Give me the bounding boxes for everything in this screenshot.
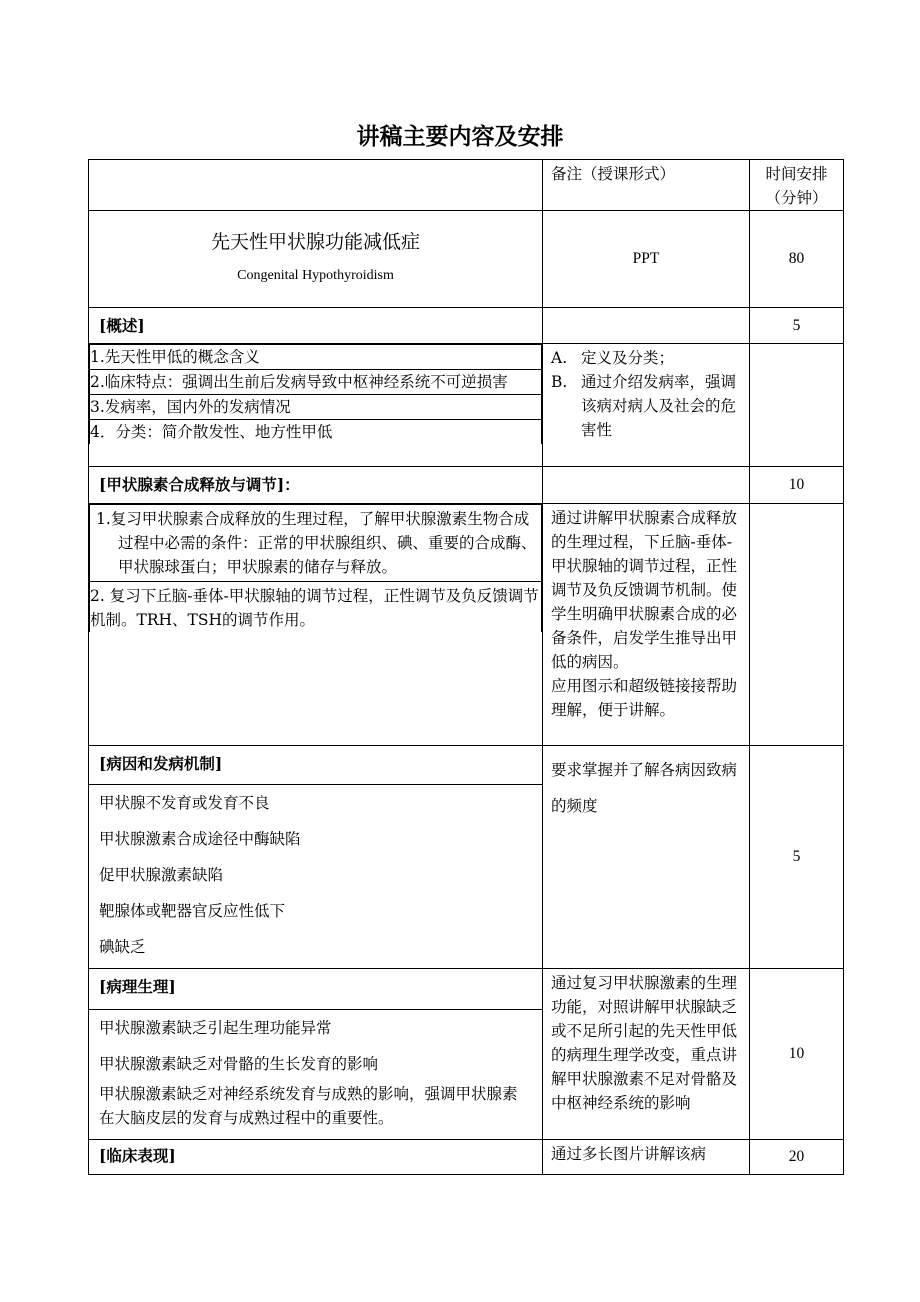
note-text: 定义及分类；	[581, 349, 675, 367]
hormone-header-row	[89, 467, 844, 504]
disease-row	[89, 211, 844, 308]
disease-minutes: 80	[750, 211, 844, 308]
clinical-note: 通过多长图片讲解该病	[543, 1140, 750, 1175]
clinical-label	[89, 1140, 543, 1175]
disease-format: PPT	[543, 211, 750, 308]
overview-label	[89, 308, 543, 344]
etiology-row	[89, 746, 844, 969]
list-item: 靶腺体或靶器官反应性低下	[99, 902, 286, 920]
list-item: 甲状腺激素缺乏对神经系统发育与成熟的影响，强调甲状腺素在大脑皮层的发育与成熟过程中的重要性。	[99, 1085, 518, 1127]
hormone-items-cell	[89, 504, 543, 746]
note-marker: A.	[551, 349, 568, 367]
overview-header-row	[89, 308, 844, 344]
disease-name-cn: 先天性甲状腺功能减低症	[210, 231, 420, 253]
disease-name-en: Congenital Hypothyroidism	[237, 268, 394, 283]
hormone-minutes: 10	[750, 467, 844, 504]
hormone-time-blank	[750, 504, 844, 746]
hormone-items	[89, 504, 542, 632]
list-item	[543, 346, 749, 370]
hormone-content-row	[89, 504, 844, 746]
pathophys-minutes: 10	[750, 969, 844, 1140]
overview-label-notes	[543, 308, 750, 344]
header-time	[750, 160, 844, 211]
list-item: 4．分类：简介散发性、地方性甲低	[90, 420, 542, 445]
list-item: 2.临床特点：强调出生前后发病导致中枢神经系统不可逆损害	[90, 370, 542, 395]
hormone-label-text: [甲状腺素合成释放与调节]：	[99, 475, 300, 494]
hormone-notes-cell	[543, 504, 750, 746]
list-item: 1.先天性甲低的概念含义	[90, 345, 542, 370]
etiology-label: [病因和发病机制]	[89, 746, 542, 785]
overview-items	[89, 344, 542, 444]
etiology-minutes: 5	[750, 746, 844, 969]
overview-time-blank	[750, 344, 844, 467]
page-title: 讲稿主要内容及安排	[356, 124, 564, 150]
header-notes: 备注（授课形式）	[543, 160, 750, 211]
schedule-table	[88, 159, 844, 1175]
header-row	[89, 160, 844, 211]
pathophys-label: [病理生理]	[89, 969, 542, 1010]
header-time-line1: 时间安排	[765, 165, 828, 183]
clinical-label-text: [临床表现]	[99, 1146, 176, 1165]
note-marker: B.	[551, 373, 568, 391]
hormone-label	[89, 467, 543, 504]
list-item: 碘缺乏	[99, 938, 146, 956]
list-item: 3.发病率，国内外的发病情况	[90, 395, 542, 420]
pathophys-note: 通过复习甲状腺激素的生理功能，对照讲解甲状腺缺乏或不足所引起的先天性甲低的病理生理学改变，重点讲解甲状腺激素不足对骨骼及中枢神经系统的影响	[543, 969, 750, 1140]
list-item	[543, 370, 749, 442]
overview-items-cell	[89, 344, 543, 467]
clinical-minutes: 20	[750, 1140, 844, 1175]
pathophys-row	[89, 969, 844, 1140]
header-blank-cell	[89, 160, 543, 211]
list-item: 甲状腺激素缺乏对骨骼的生长发育的影响	[99, 1055, 379, 1073]
overview-notes-cell	[543, 344, 750, 467]
list-item: 2. 复习下丘脑-垂体-甲状腺轴的调节过程，正性调节及负反馈调节机制。TRH、TSH的调节作用。	[90, 582, 542, 633]
disease-title-cell	[89, 211, 543, 308]
overview-label-text: [概述]	[99, 316, 145, 335]
etiology-cell	[89, 746, 543, 969]
header-time-line2: （分钟）	[765, 189, 828, 207]
list-item: 1.复习甲状腺素合成释放的生理过程，了解甲状腺激素生物合成过程中必需的条件：正常的甲状腺组织、碘、重要的合成酶、甲状腺球蛋白；甲状腺素的储存与释放。	[90, 505, 542, 582]
etiology-note: 要求掌握并了解各病因致病的频度	[543, 746, 750, 969]
clinical-row	[89, 1140, 844, 1175]
hormone-note-1: 通过讲解甲状腺素合成释放的生理过程，下丘脑-垂体-甲状腺轴的调节过程，正性调节及负反馈调节机制。使学生明确甲状腺素合成的必备条件，启发学生推导出甲低的病因。	[551, 509, 738, 671]
list-item: 甲状腺激素缺乏引起生理功能异常	[99, 1019, 332, 1037]
list-item: 甲状腺不发育或发育不良	[99, 794, 270, 812]
pathophys-cell	[89, 969, 543, 1140]
hormone-note-2: 应用图示和超级链接接帮助理解，便于讲解。	[551, 677, 738, 719]
overview-notes	[543, 346, 749, 442]
list-item: 促甲状腺激素缺陷	[99, 866, 224, 884]
overview-minutes: 5	[750, 308, 844, 344]
list-item: 甲状腺激素合成途径中酶缺陷	[99, 830, 301, 848]
hormone-label-notes	[543, 467, 750, 504]
note-text: 通过介绍发病率，强调该病对病人及社会的危害性	[581, 373, 737, 439]
overview-content-row	[89, 344, 844, 467]
